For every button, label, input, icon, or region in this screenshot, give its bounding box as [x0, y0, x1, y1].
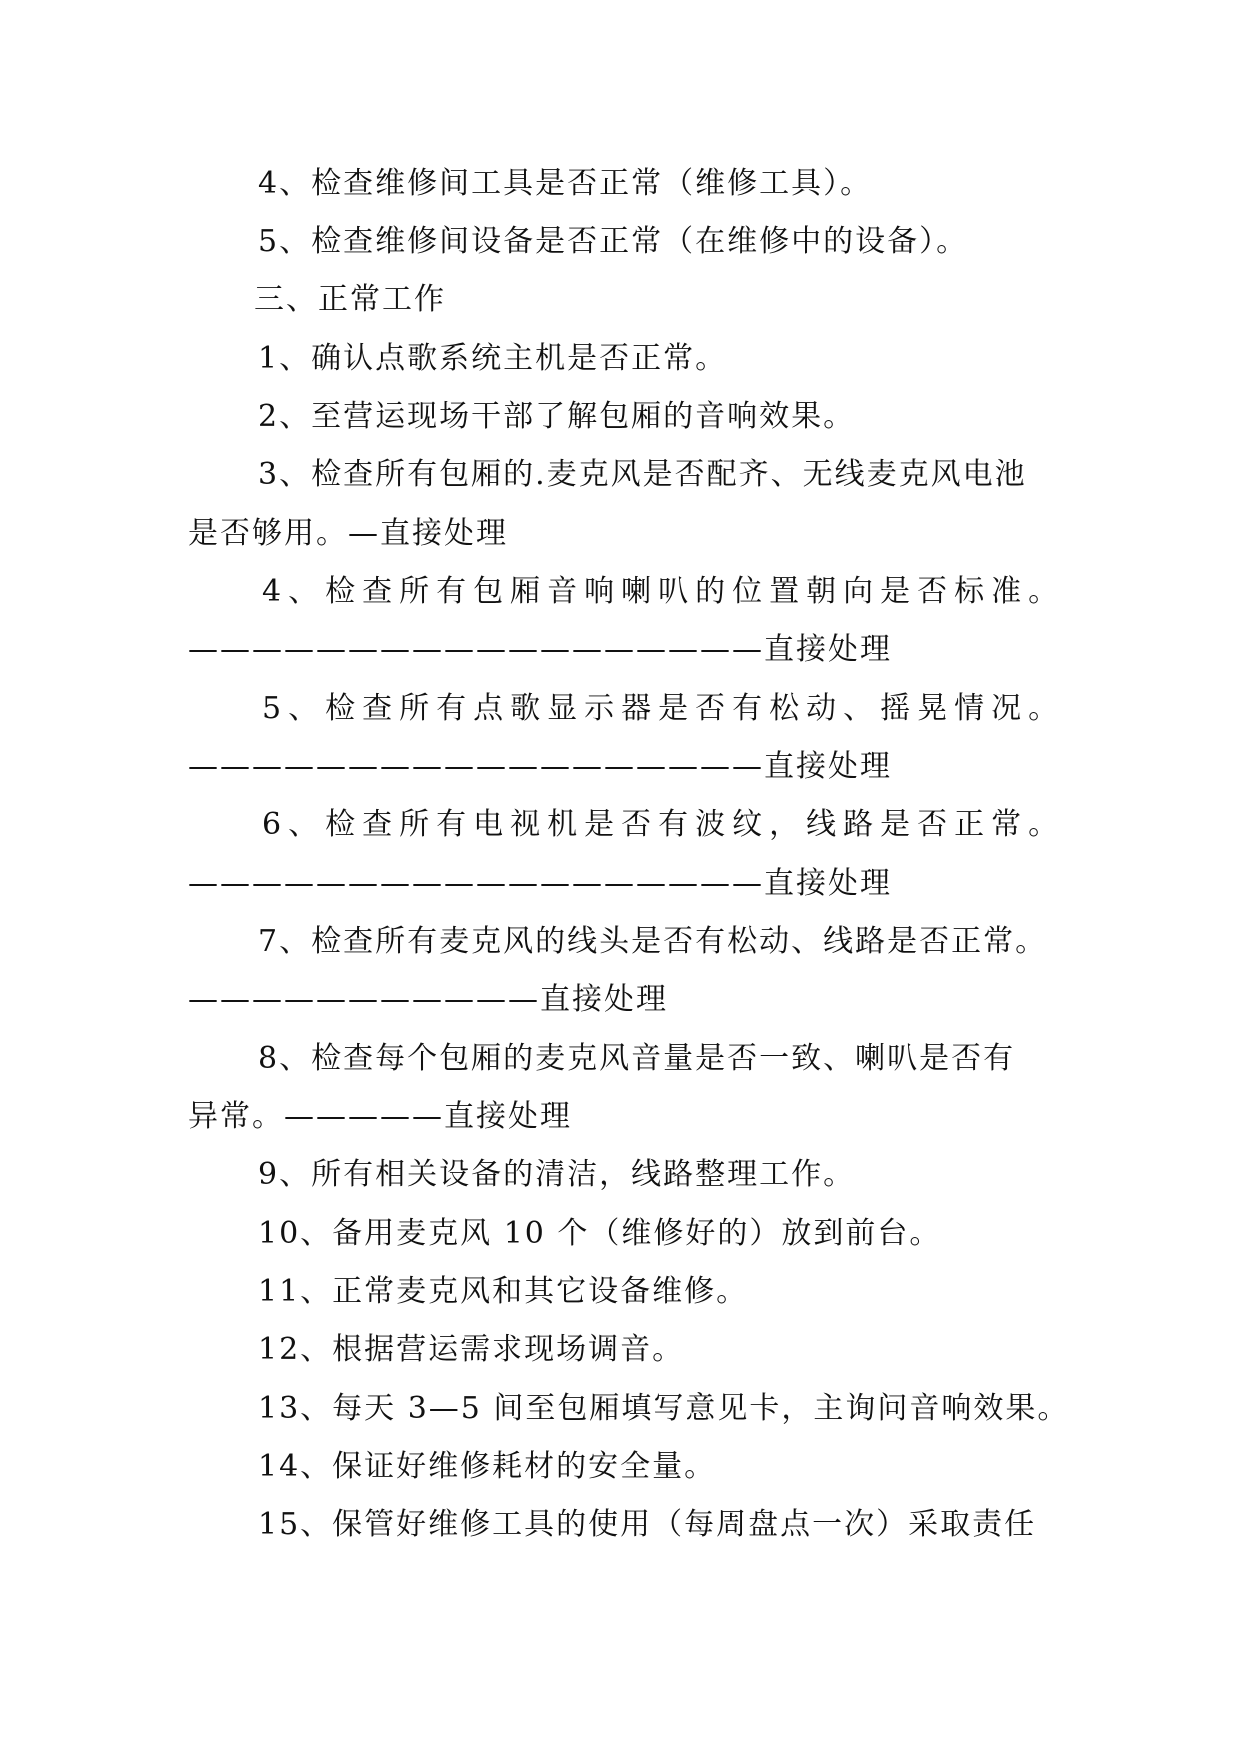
text-line: 4、检查所有包厢音响喇叭的位置朝向是否标准。	[262, 574, 1066, 609]
text-line: 5、检查维修间设备是否正常（在维修中的设备）。	[258, 224, 969, 259]
text-line: 是否够用。—直接处理	[188, 516, 508, 551]
text-line: 1、确认点歌系统主机是否正常。	[258, 341, 728, 376]
text-line: 2、至营运现场干部了解包厢的音响效果。	[258, 399, 856, 434]
text-line: 3、检查所有包厢的.麦克风是否配齐、无线麦克风电池	[258, 457, 1027, 492]
text-line: 12、根据营运需求现场调音。	[258, 1332, 685, 1367]
text-line: 10、备用麦克风 10 个（维修好的）放到前台。	[258, 1216, 942, 1251]
section-heading: 三、正常工作	[254, 282, 446, 317]
text-line: 15、保管好维修工具的使用（每周盘点一次）采取责任	[258, 1507, 1037, 1542]
text-line: 11、正常麦克风和其它设备维修。	[258, 1274, 749, 1309]
text-line: 5、检查所有点歌显示器是否有松动、摇晃情况。	[262, 691, 1066, 726]
text-line: ——————————————————直接处理	[188, 632, 892, 667]
text-line: 8、检查每个包厢的麦克风音量是否一致、喇叭是否有	[258, 1041, 1016, 1076]
text-line: 4、检查维修间工具是否正常（维修工具）。	[258, 166, 873, 201]
text-line: 异常。—————直接处理	[188, 1099, 572, 1134]
text-line: ——————————————————直接处理	[188, 866, 892, 901]
text-line: ———————————直接处理	[188, 982, 668, 1017]
text-line: 13、每天 3—5 间至包厢填写意见卡，主询问音响效果。	[258, 1391, 1070, 1426]
text-line: 6、检查所有电视机是否有波纹，线路是否正常。	[262, 807, 1066, 842]
text-line: 14、保证好维修耗材的安全量。	[258, 1449, 717, 1484]
text-line: 7、检查所有麦克风的线头是否有松动、线路是否正常。	[258, 924, 1048, 959]
text-line: 9、所有相关设备的清洁，线路整理工作。	[258, 1157, 856, 1192]
text-line: ——————————————————直接处理	[188, 749, 892, 784]
